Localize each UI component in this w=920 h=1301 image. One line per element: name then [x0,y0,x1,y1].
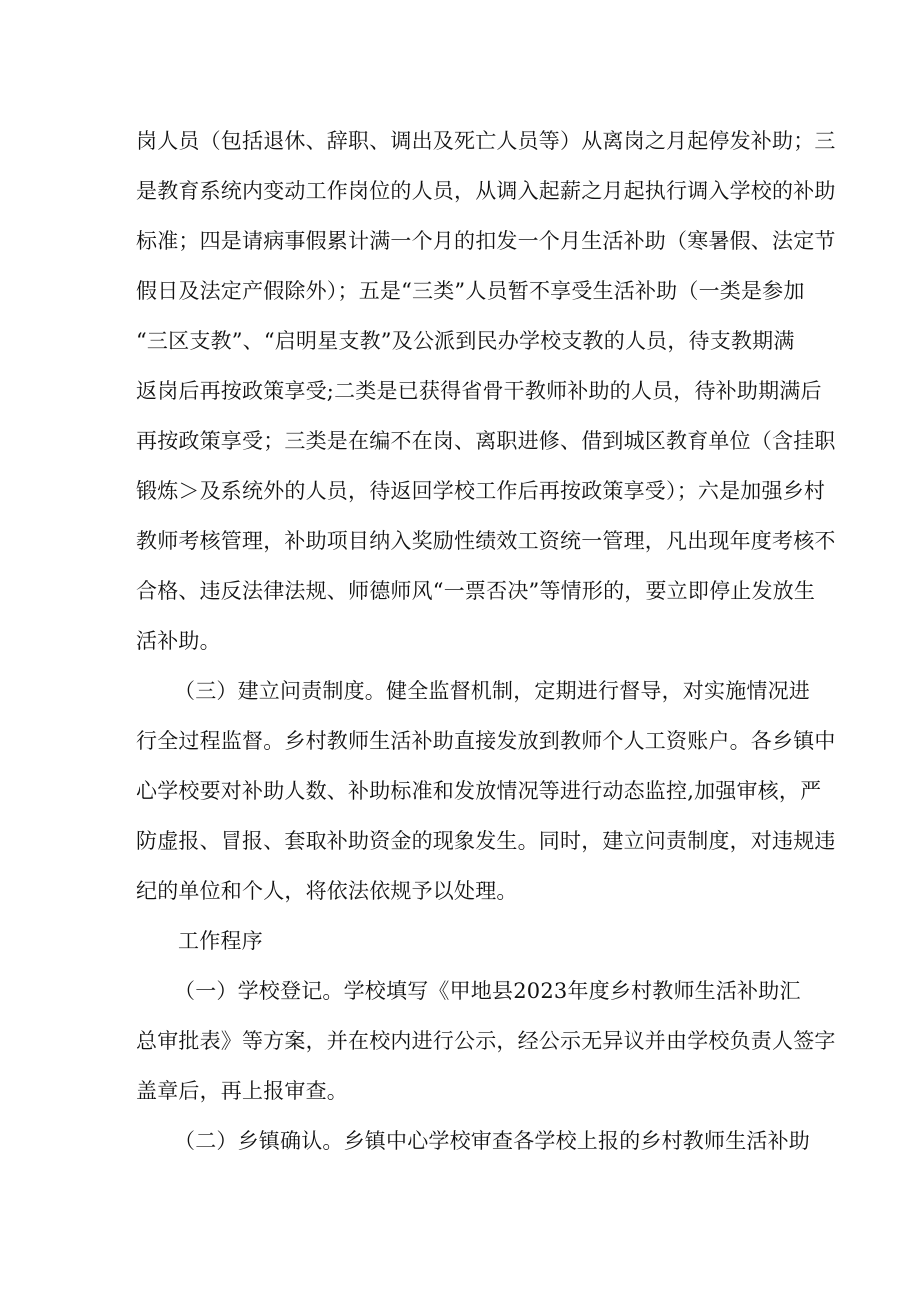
text-line: 再按政策享受；三类是在编不在岗、离职进修、借到城区教育单位（含挂职 [136,429,836,453]
text-line: 假日及法定产假除外）；五是“三类”人员暂不享受生活补助（一类是参加 [136,279,805,303]
text-line: 锻炼＞及系统外的人员，待返回学校工作后再按政策享受）；六是加强乡村 [136,479,826,503]
text-line: 防虚报、冒报、套取补助资金的现象发生。同时，建立问责制度，对违规违 [136,829,836,853]
text-line: 活补助。 [136,629,221,653]
text-line: “三区支教”、“启明星支教”及公派到民办学校支教的人员，待支教期满 [136,329,795,353]
text-line: 是教育系统内变动工作岗位的人员，从调入起薪之月起执行调入学校的补助 [136,179,836,203]
text-line: 教师考核管理，补助项目纳入奖励性绩效工资统一管理，凡出现年度考核不 [136,529,836,553]
text-line: 心学校要对补助人数、补助标准和发放情况等进行动态监控,加强审核，严 [136,779,822,803]
text-line: 返岗后再按政策享受;二类是已获得省骨干教师补助的人员，待补助期满后 [136,379,822,403]
section-title: 工作程序 [178,929,263,953]
section-heading: （三）建立问责制度。健全监督机制，定期进行督导，对实施情况进 [174,679,810,703]
section-heading: （二）乡镇确认。乡镇中心学校审查各学校上报的乡村教师生活补助 [174,1129,810,1153]
text-line: 盖章后，再上报审查。 [136,1079,348,1103]
text-line: 纪的单位和个人，将依法依规予以处理。 [136,879,518,903]
section-heading: （一）学校登记。学校填写《甲地县2023年度乡村教师生活补助汇 [174,979,801,1003]
text-line: 总审批表》等方案，并在校内进行公示，经公示无异议并由学校负责人签字 [136,1029,836,1053]
text-line: 合格、违反法律法规、师德师风“一票否决”等情形的，要立即停止发放生 [136,579,816,603]
text-line: 标准；四是请病事假累计满一个月的扣发一个月生活补助（寒暑假、法定节 [136,229,836,253]
text-line: 行全过程监督。乡村教师生活补助直接发放到教师个人工资账户。各乡镇中 [136,729,836,753]
text-line: 岗人员（包括退休、辞职、调出及死亡人员等）从离岗之月起停发补助；三 [136,129,836,153]
